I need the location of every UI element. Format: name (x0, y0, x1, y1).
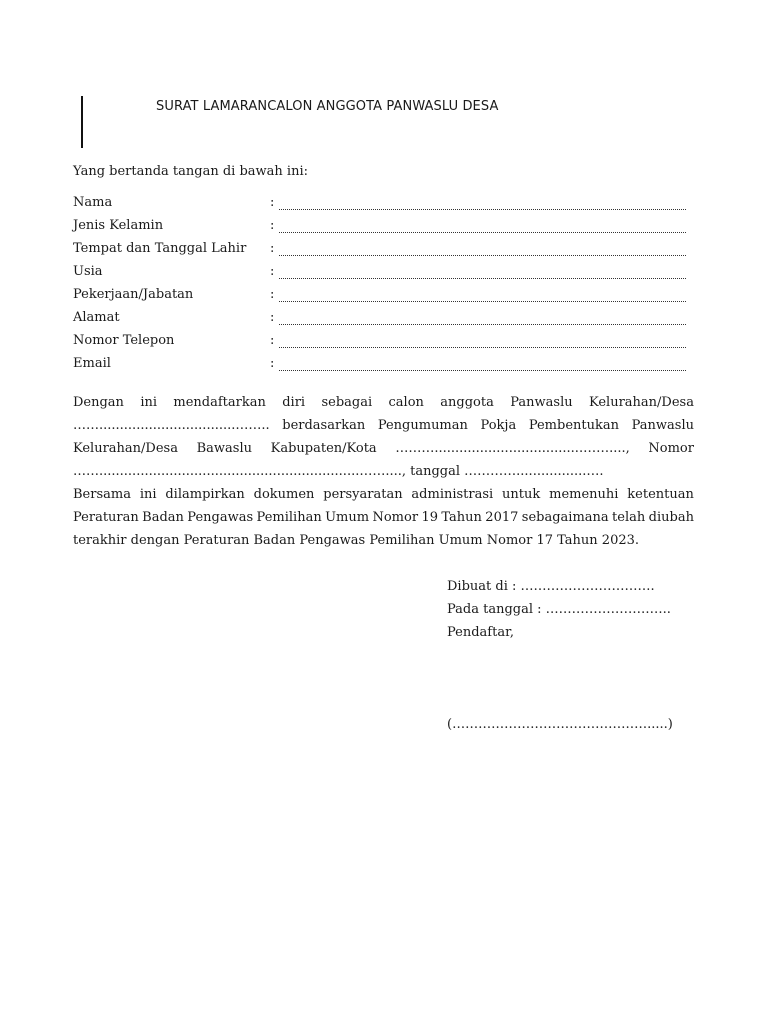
word: ini (140, 395, 158, 410)
word: sebagai (321, 395, 373, 410)
word: Kelurahan/Desa (588, 395, 694, 410)
word: Pengumuman (377, 418, 468, 433)
field-dotted-line (279, 346, 686, 348)
word: Umum (325, 510, 370, 525)
field-row (73, 218, 693, 238)
field-colon: : (270, 356, 275, 371)
word: 2017 (485, 510, 519, 525)
field-label: Jenis Kelamin (73, 218, 164, 233)
field-dotted-line (279, 254, 686, 256)
field-row (73, 356, 693, 376)
word: Peraturan (73, 510, 139, 525)
field-colon: : (270, 287, 275, 302)
word: Tahun (441, 510, 482, 525)
word: Panwaslu (631, 418, 694, 433)
word: Panwaslu (510, 395, 573, 410)
field-label: Usia (73, 264, 103, 279)
paragraph-1-line-1 (73, 395, 694, 410)
word: dilampirkan (165, 487, 245, 502)
word: berdasarkan (282, 418, 366, 433)
field-row (73, 310, 693, 330)
word: mendaftarkan (173, 395, 266, 410)
word: Bawaslu (196, 441, 252, 456)
field-label: Email (73, 356, 111, 371)
word: ini (139, 487, 157, 502)
signature-name: (……………………………………….....) (447, 717, 673, 732)
word: ………....................................……...., (395, 441, 630, 456)
margin-bar (81, 96, 83, 148)
field-row (73, 264, 693, 284)
field-dotted-line (279, 369, 686, 371)
field-dotted-line (279, 231, 686, 233)
field-row (73, 195, 693, 215)
word: Nomor (648, 441, 694, 456)
field-label: Nomor Telepon (73, 333, 175, 348)
word: dokumen (253, 487, 315, 502)
field-label: Pekerjaan/Jabatan (73, 287, 194, 302)
document-title: SURAT LAMARANCALON ANGGOTA PANWASLU DESA (156, 99, 499, 114)
word: Pembentukan (528, 418, 619, 433)
field-label: Alamat (73, 310, 120, 325)
field-row (73, 287, 693, 307)
signature-place: Dibuat di : …………………………. (447, 579, 655, 594)
word: diri (282, 395, 306, 410)
word: Bersama (73, 487, 131, 502)
word: anggota (440, 395, 494, 410)
signature-date: Pada tanggal : ……………………….. (447, 602, 671, 617)
field-colon: : (270, 264, 275, 279)
word: Kabupaten/Kota (270, 441, 377, 456)
word: Pemilihan (256, 510, 322, 525)
paragraph-1-line-4: ……...............................................................……...., tanggal ………….................…. (73, 464, 604, 479)
field-row (73, 241, 693, 261)
word: ketentuan (627, 487, 694, 502)
paragraph-1-line-3 (73, 441, 694, 456)
word: sebagaimana (521, 510, 609, 525)
word: Badan (142, 510, 184, 525)
signature-role: Pendaftar, (447, 625, 515, 640)
word: diubah (648, 510, 694, 525)
word: Pokja (480, 418, 517, 433)
field-label: Nama (73, 195, 113, 210)
paragraph-2-line-1 (73, 487, 694, 502)
field-label: Tempat dan Tanggal Lahir (73, 241, 247, 256)
word: persyaratan (323, 487, 403, 502)
paragraph-1-line-2 (73, 418, 694, 433)
field-colon: : (270, 241, 275, 256)
field-row (73, 333, 693, 353)
paragraph-2-line-3: terakhir dengan Peraturan Badan Pengawas Pemilihan Umum Nomor 17 Tahun 2023. (73, 533, 640, 548)
word: Dengan (73, 395, 124, 410)
field-dotted-line (279, 277, 686, 279)
word: Nomor (372, 510, 419, 525)
word: calon (388, 395, 424, 410)
word: telah (612, 510, 646, 525)
paragraph-2-line-2 (73, 510, 694, 525)
field-colon: : (270, 218, 275, 233)
word: untuk (502, 487, 541, 502)
field-dotted-line (279, 323, 686, 325)
field-dotted-line (279, 208, 686, 210)
word: administrasi (411, 487, 494, 502)
word: Kelurahan/Desa (73, 441, 178, 456)
intro-text: Yang bertanda tangan di bawah ini: (73, 164, 308, 179)
field-colon: : (270, 195, 275, 210)
word: Pengawas (187, 510, 254, 525)
field-dotted-line (279, 300, 686, 302)
word: …….................................…….. (73, 418, 270, 433)
word: memenuhi (549, 487, 619, 502)
field-colon: : (270, 310, 275, 325)
field-colon: : (270, 333, 275, 348)
word: 19 (421, 510, 438, 525)
